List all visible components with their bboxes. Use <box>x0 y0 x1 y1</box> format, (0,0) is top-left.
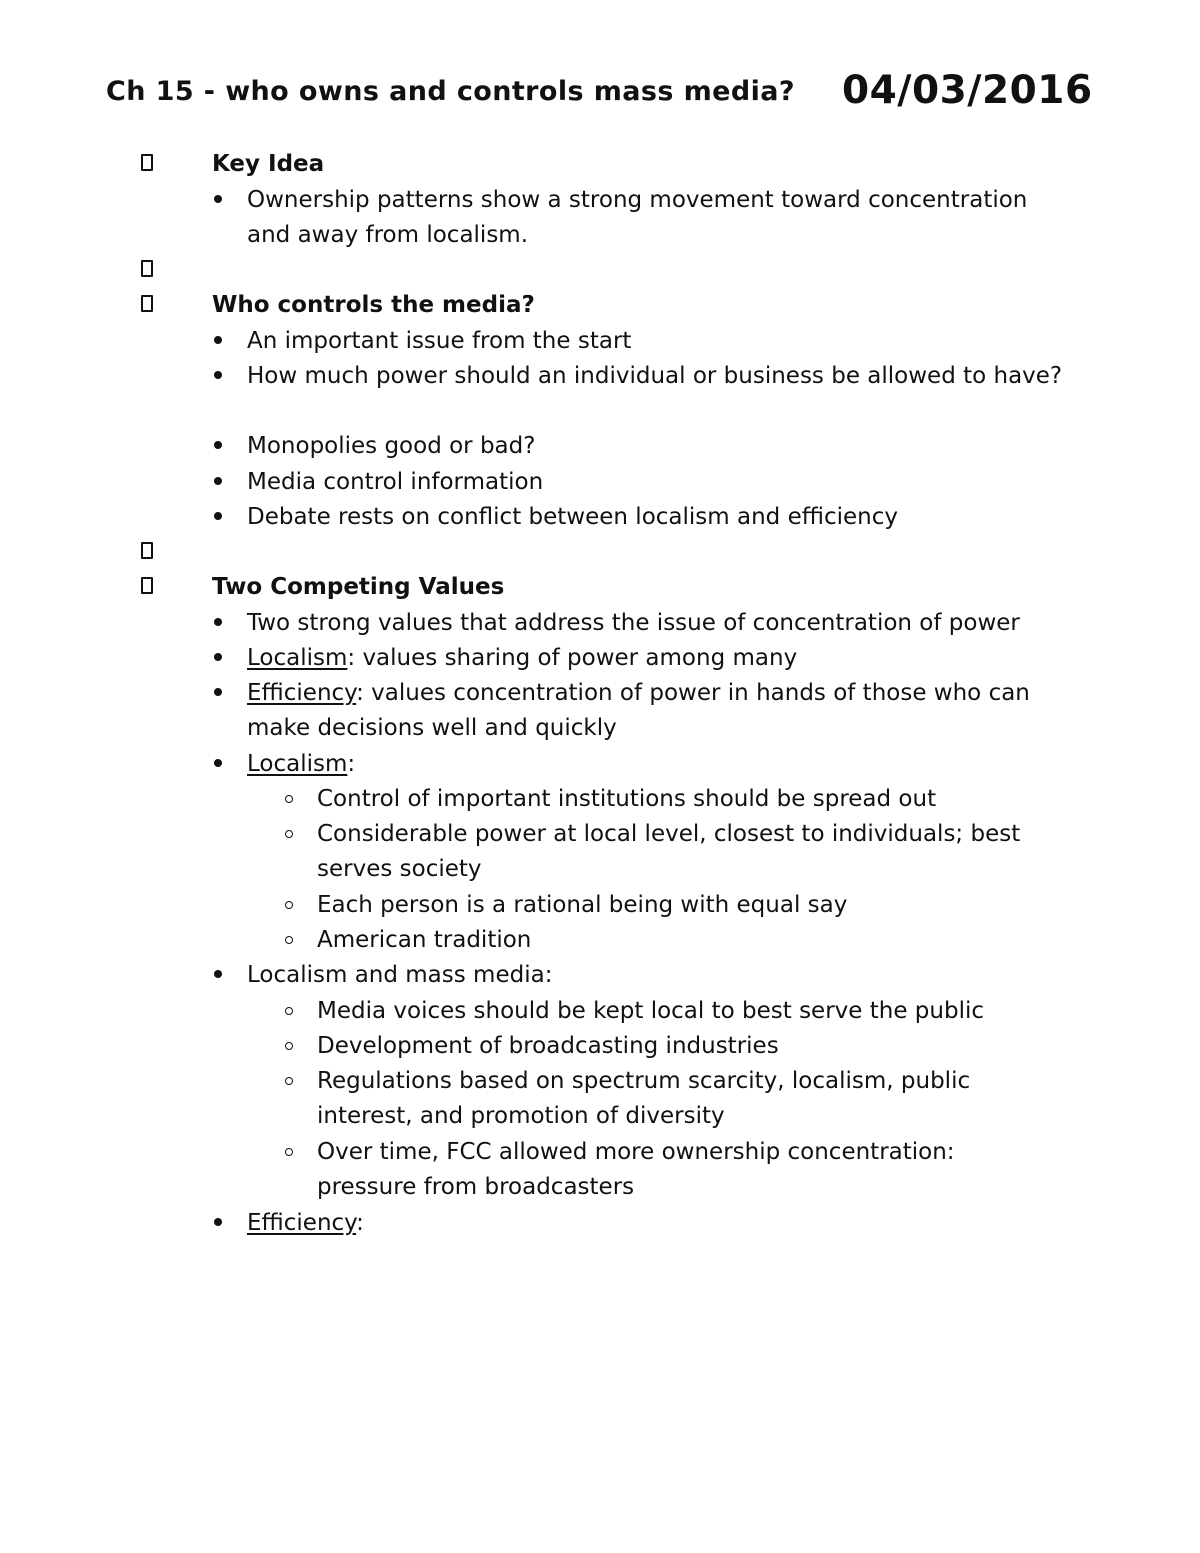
section-heading-who-controls: Who controls the media? <box>212 292 535 318</box>
section-marker-icon <box>141 154 153 171</box>
section-marker-icon <box>141 542 153 559</box>
bullet-item-efficiency <box>247 676 1067 746</box>
colon: : <box>356 1210 364 1236</box>
section-marker-icon <box>141 577 153 594</box>
definition-efficiency: : values concentration of power in hands of those who can make decisions well and quickly <box>247 680 1030 741</box>
bullet-item-mass-media: Localism and mass media: <box>247 958 1067 993</box>
bullet-item: How much power should an individual or business be allowed to have? <box>247 359 1067 394</box>
section-heading-two-values: Two Competing Values <box>212 574 505 600</box>
bullet-item-localism <box>247 641 1067 676</box>
section-heading-key-idea: Key Idea <box>212 151 325 177</box>
page-title: Ch 15 - who owns and controls mass media? <box>106 76 795 107</box>
bullet-item: Media control information <box>247 465 1067 500</box>
sub-bullet-item: Media voices should be kept local to best serve the public <box>317 994 1057 1029</box>
term-localism: Localism <box>247 751 348 777</box>
sub-bullet-item: Development of broadcasting industries <box>317 1029 1057 1064</box>
sub-bullet-item: Control of important institutions should be spread out <box>317 782 1057 817</box>
term-localism: Localism <box>247 645 348 671</box>
sub-bullet-item: Each person is a rational being with equal say <box>317 888 1057 923</box>
bullet-item-efficiency-detail <box>247 1206 1067 1241</box>
term-efficiency: Efficiency <box>247 1210 357 1236</box>
bullet-item: An important issue from the start <box>247 324 1067 359</box>
colon: : <box>347 751 356 777</box>
section-marker-icon <box>141 260 153 277</box>
term-efficiency: Efficiency <box>247 680 357 706</box>
definition-localism: : values sharing of power among many <box>347 645 798 671</box>
page-date: 04/03/2016 <box>842 68 1093 113</box>
sub-bullet-item: American tradition <box>317 923 1057 958</box>
bullet-item-localism-detail <box>247 747 1067 782</box>
bullet-item: Ownership patterns show a strong movement toward concentration and away from localism. <box>247 183 1067 253</box>
sub-bullet-item: Regulations based on spectrum scarcity, localism, public interest, and promotion of diversity <box>317 1064 1057 1134</box>
sub-bullet-item: Considerable power at local level, closest to individuals; best serves society <box>317 817 1057 887</box>
section-marker-icon <box>141 295 153 312</box>
bullet-item: Two strong values that address the issue of concentration of power <box>247 606 1067 641</box>
sub-bullet-item: Over time, FCC allowed more ownership concentration: pressure from broadcasters <box>317 1135 1057 1205</box>
bullet-item: Monopolies good or bad? <box>247 429 1067 464</box>
bullet-item: Debate rests on conflict between localism and efficiency <box>247 500 1067 535</box>
